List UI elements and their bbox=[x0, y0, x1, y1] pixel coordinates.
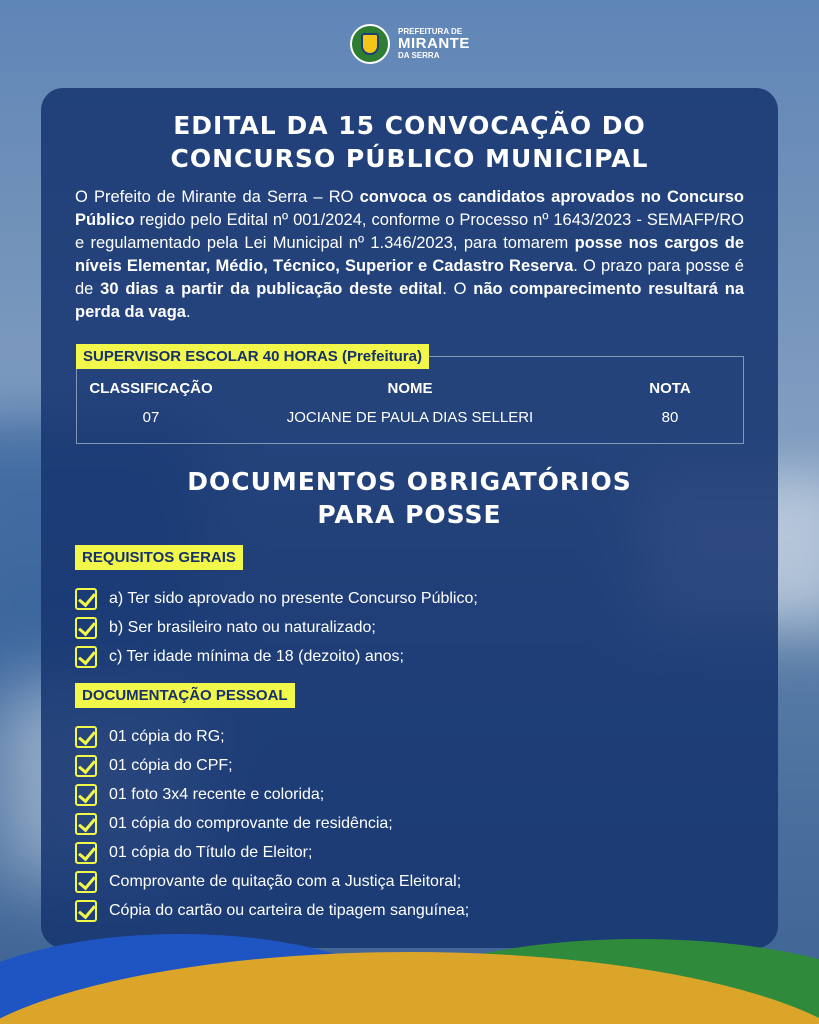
title-line-1: EDITAL DA 15 CONVOCAÇÃO DO bbox=[173, 111, 646, 140]
requisitos-label: REQUISITOS GERAIS bbox=[75, 545, 243, 570]
intro-text: regido pelo Edital nº 001/2024, conforme o Processo nº 1643/2023 - SEMAFP/RO e regulamentado pela Lei Municipal nº 1.346/2023, para tomarem bbox=[75, 211, 744, 252]
logo-line-1: PREFEITURA DE bbox=[398, 26, 463, 36]
list-item bbox=[75, 584, 478, 613]
intro-text: . O prazo para posse é de bbox=[75, 257, 744, 298]
logo-line-3: DA SERRA bbox=[398, 50, 440, 60]
municipal-seal-icon bbox=[350, 24, 390, 64]
list-item-text: 01 foto 3x4 recente e colorida; bbox=[109, 785, 325, 803]
position-label: SUPERVISOR ESCOLAR 40 HORAS (Prefeitura) bbox=[76, 344, 429, 369]
requisitos-list bbox=[75, 584, 478, 671]
logo-text bbox=[398, 28, 470, 61]
checkbox-checked-icon bbox=[75, 842, 97, 864]
documents-title-line-2: PARA POSSE bbox=[317, 499, 502, 529]
footer-waves bbox=[0, 934, 819, 1024]
list-item bbox=[75, 722, 469, 751]
intro-paragraph bbox=[75, 186, 744, 324]
header-classificacao: CLASSIFICAÇÃO bbox=[89, 380, 213, 397]
cell-nota: 80 bbox=[661, 409, 679, 426]
cell-nome: JOCIANE DE PAULA DIAS SELLERI bbox=[286, 409, 534, 426]
list-item-text: a) Ter sido aprovado no presente Concurso Público; bbox=[109, 589, 478, 607]
intro-text: . O bbox=[442, 280, 474, 298]
list-item bbox=[75, 896, 469, 925]
checkbox-checked-icon bbox=[75, 726, 97, 748]
intro-bold: convoca os candidatos aprovados no Concurso Público bbox=[75, 188, 745, 229]
documents-title bbox=[0, 466, 819, 531]
cell-classificacao: 07 bbox=[142, 409, 160, 426]
list-item bbox=[75, 613, 478, 642]
list-item-text: 01 cópia do RG; bbox=[109, 727, 225, 745]
intro-bold: posse nos cargos de níveis Elementar, Médio, Técnico, Superior e Cadastro Reserva bbox=[75, 234, 744, 275]
list-item bbox=[75, 867, 469, 896]
intro-text: O Prefeito de Mirante da Serra – RO bbox=[75, 188, 360, 206]
header-nota: NOTA bbox=[649, 380, 691, 397]
documentacao-list bbox=[75, 722, 469, 925]
intro-bold: não comparecimento resultará na perda da vaga bbox=[75, 280, 745, 321]
page-title bbox=[0, 110, 819, 175]
list-item-text: c) Ter idade mínima de 18 (dezoito) anos; bbox=[109, 647, 404, 665]
list-item-text: Comprovante de quitação com a Justiça Eleitoral; bbox=[109, 872, 462, 890]
list-item-text: 01 cópia do comprovante de residência; bbox=[109, 814, 393, 832]
results-table bbox=[76, 356, 744, 444]
checkbox-checked-icon bbox=[75, 784, 97, 806]
documents-title-line-1: DOCUMENTOS OBRIGATÓRIOS bbox=[187, 467, 632, 496]
checkbox-checked-icon bbox=[75, 755, 97, 777]
documentacao-label: DOCUMENTAÇÃO PESSOAL bbox=[75, 683, 295, 708]
logo-line-2: MIRANTE bbox=[398, 35, 470, 53]
list-item-text: b) Ser brasileiro nato ou naturalizado; bbox=[109, 618, 376, 636]
list-item-text: Cópia do cartão ou carteira de tipagem sanguínea; bbox=[109, 901, 470, 919]
list-item-text: 01 cópia do Título de Eleitor; bbox=[109, 843, 313, 861]
title-line-2: CONCURSO PÚBLICO MUNICIPAL bbox=[170, 143, 649, 173]
intro-bold: 30 dias a partir da publicação deste edital bbox=[100, 280, 443, 298]
checkbox-checked-icon bbox=[75, 588, 97, 610]
checkbox-checked-icon bbox=[75, 646, 97, 668]
list-item bbox=[75, 642, 478, 671]
intro-text: . bbox=[185, 303, 191, 321]
prefeitura-logo bbox=[350, 24, 470, 64]
list-item bbox=[75, 838, 469, 867]
checkbox-checked-icon bbox=[75, 871, 97, 893]
header-nome: NOME bbox=[387, 380, 433, 397]
list-item-text: 01 cópia do CPF; bbox=[109, 756, 233, 774]
checkbox-checked-icon bbox=[75, 617, 97, 639]
list-item bbox=[75, 780, 469, 809]
checkbox-checked-icon bbox=[75, 813, 97, 835]
list-item bbox=[75, 751, 469, 780]
checkbox-checked-icon bbox=[75, 900, 97, 922]
list-item bbox=[75, 809, 469, 838]
